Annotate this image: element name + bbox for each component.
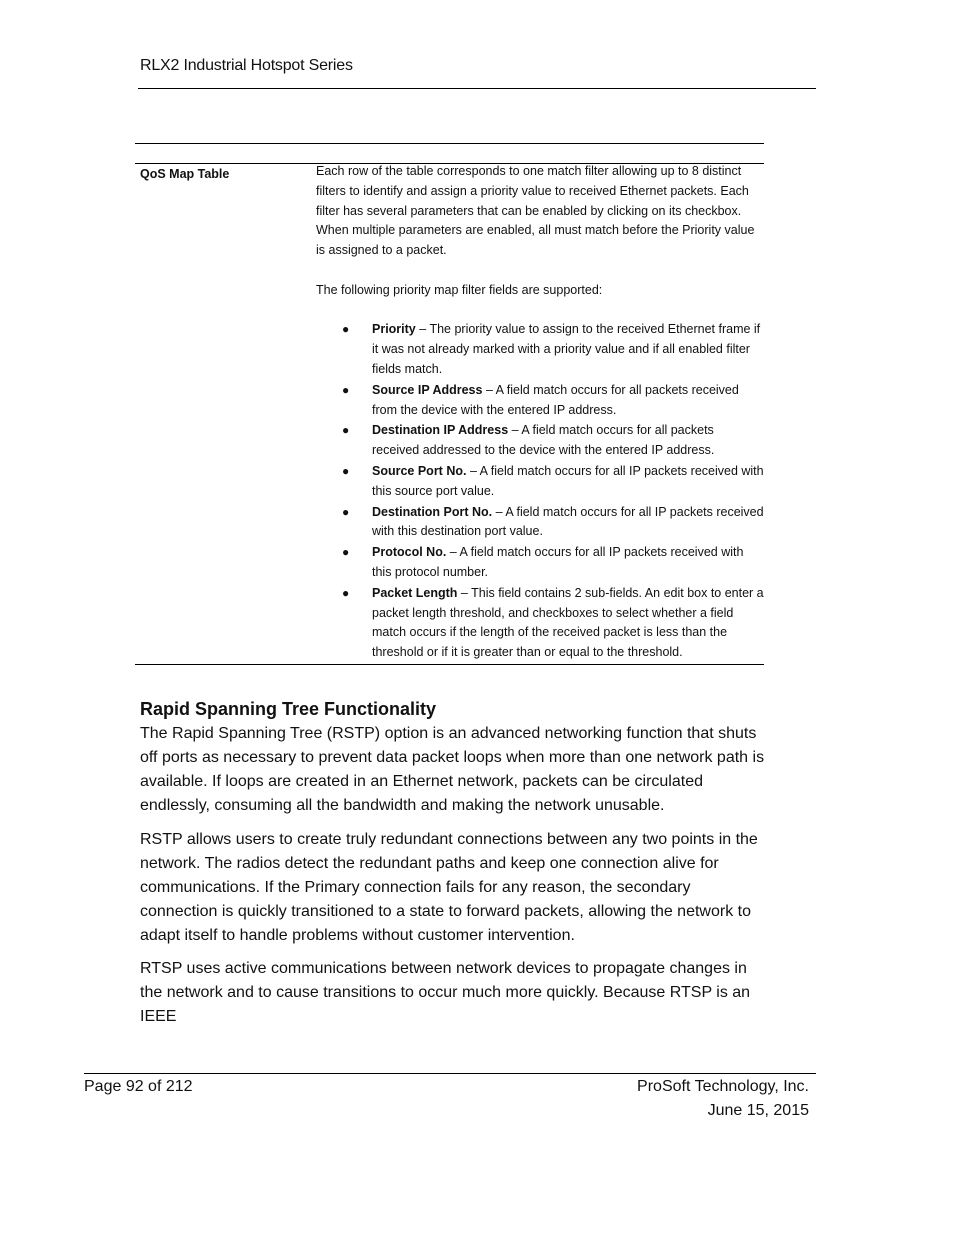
list-item (316, 503, 764, 543)
description-paragraph: Each row of the table corresponds to one match filter allowing up to 8 distinct filters to identify and assign a priority value to received Ethernet packets. Each filter has several parameters that can be enabled by clicking on its checkbox. When multiple parameters are enabled, all must match before the Priority value is assigned to a packet. (316, 164, 755, 258)
list-item (316, 584, 764, 663)
header-divider (138, 88, 816, 89)
bullet-icon: ● (342, 504, 350, 519)
bullet-icon: ● (342, 382, 350, 397)
field-term: Source Port No. (372, 463, 467, 478)
description-intro: The following priority map filter fields are supported: (316, 282, 603, 297)
field-description: – A field match occurs for all IP packets received with this destination port value. (372, 504, 764, 539)
bullet-icon: ● (342, 463, 350, 478)
publication-date: June 15, 2015 (707, 1102, 809, 1119)
bullet-icon: ● (342, 585, 350, 600)
table-bottom-border (135, 664, 764, 665)
footer-divider (84, 1073, 816, 1074)
list-item (316, 421, 764, 461)
footer-info (637, 1075, 809, 1123)
body-paragraph: RSTP allows users to create truly redundant connections between any two points in the network. The radios detect the redundant paths and keep one connection alive for communications. If the Primary connection fails for any reason, the secondary connection is quickly transitioned to a state to forward packets, allowing the network to adapt itself to handle problems without customer intervention. (140, 831, 758, 944)
bullet-icon: ● (342, 545, 350, 560)
list-item (316, 462, 764, 502)
running-header-title: RLX2 Industrial Hotspot Series (140, 57, 353, 74)
field-term: Packet Length (372, 585, 458, 600)
page-number: Page 92 of 212 (84, 1078, 193, 1095)
section-heading: Rapid Spanning Tree Functionality (140, 699, 437, 719)
field-description: – A field match occurs for all packets received addressed to the device with the entered IP address. (372, 423, 715, 458)
field-term: Destination IP Address (372, 423, 509, 438)
list-item (316, 320, 764, 379)
table-row-label: QoS Map Table (140, 167, 230, 181)
field-term: Source IP Address (372, 382, 483, 397)
list-item (316, 543, 764, 583)
field-term: Protocol No. (372, 545, 447, 560)
body-paragraph: RTSP uses active communications between network devices to propagate changes in the network and to cause transitions to occur much more quickly. Because RTSP is an IEEE (140, 960, 751, 1025)
field-term: Priority (372, 322, 416, 337)
bullet-icon: ● (342, 322, 350, 337)
field-description: – This field contains 2 sub-fields. An edit box to enter a packet length threshold, and checkboxes to select whether a field match occurs if the length of the received packet is less than the threshold or if it is greater than or equal to the threshold. (372, 585, 764, 660)
field-description: – A field match occurs for all packets received from the device with the entered IP address. (372, 382, 739, 417)
filter-field-list (316, 320, 764, 663)
field-description: – A field match occurs for all IP packets received with this source port value. (372, 463, 764, 498)
list-item (316, 381, 764, 421)
bullet-icon: ● (342, 423, 350, 438)
field-description: – The priority value to assign to the received Ethernet frame if it was not already marked with a priority value and if all enabled filter fields match. (372, 322, 761, 376)
body-paragraph: The Rapid Spanning Tree (RSTP) option is an advanced networking function that shuts off ports as necessary to prevent data packet loops when more than one network path is available. If loops are created in an Ethernet network, packets can be circulated endlessly, consuming all the bandwidth and making the network unusable. (140, 725, 765, 814)
field-term: Destination Port No. (372, 504, 493, 519)
field-description: – A field match occurs for all IP packets received with this protocol number. (372, 545, 744, 579)
company-name: ProSoft Technology, Inc. (637, 1078, 809, 1095)
table-row-description (316, 162, 764, 664)
table-top-border (135, 143, 764, 144)
